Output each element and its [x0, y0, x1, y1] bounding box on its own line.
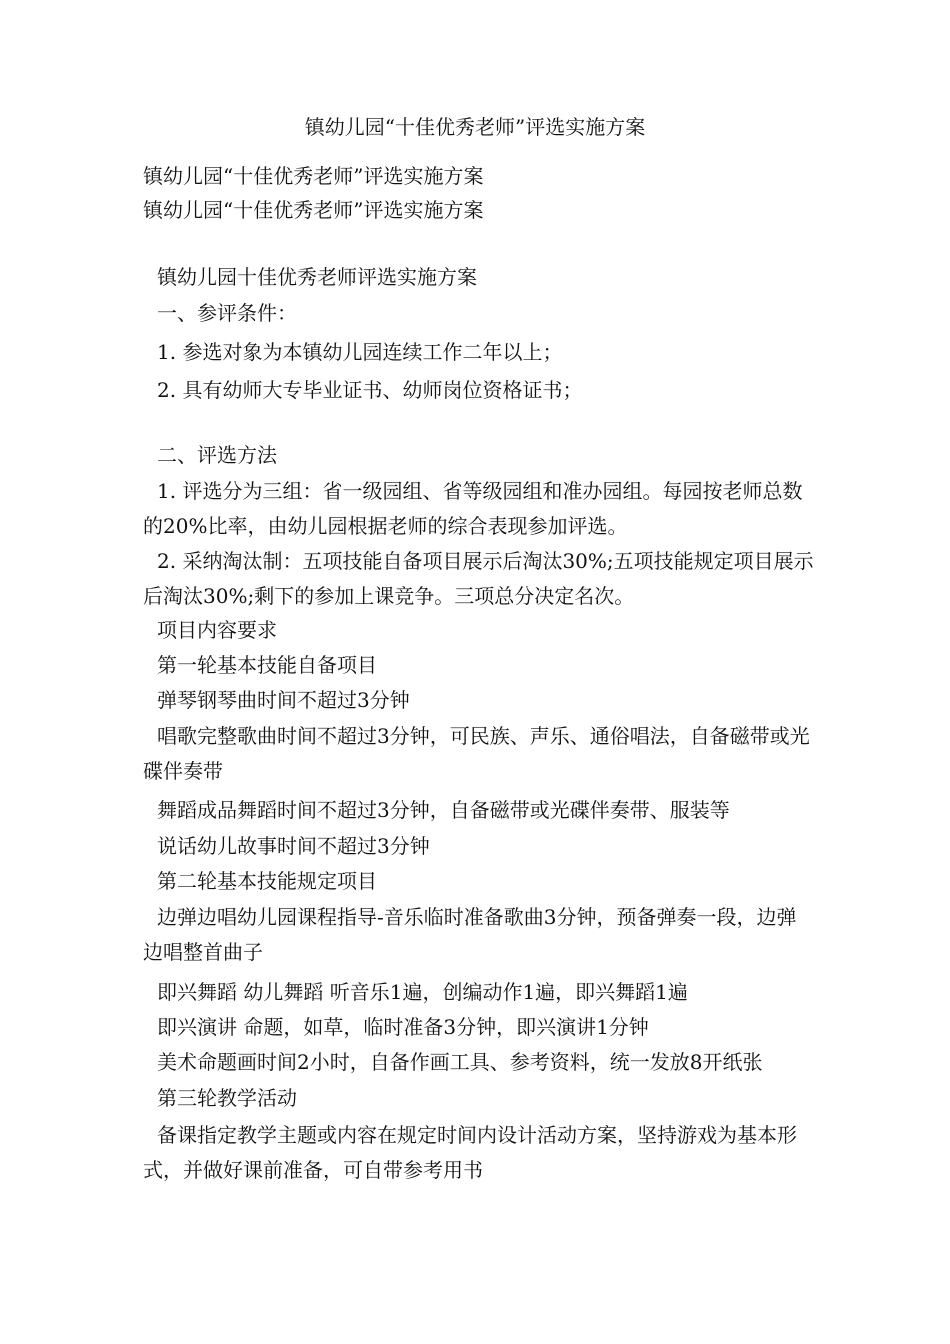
round-1-heading: 第一轮基本技能自备项目	[157, 653, 377, 677]
round-2-heading: 第二轮基本技能规定项目	[157, 869, 377, 893]
section-2-item-1: 1. 评选分为三组：省一级园组、省等级园组和准办园组。每园按老师总数的20%比率，由幼儿园根据老师的综合表现参加评选。	[143, 479, 803, 538]
round-3-heading: 第三轮教学活动	[157, 1086, 297, 1110]
main-heading: 镇幼儿园十佳优秀老师评选实施方案	[157, 265, 477, 289]
section-1-heading: 一、参评条件：	[157, 301, 297, 325]
round-3-item-1: 备课指定教学主题或内容在规定时间内设计活动方案，坚持游戏为基本形式，并做好课前准备，可自带参考用书	[143, 1123, 797, 1182]
section-1-item-1: 1. 参选对象为本镇幼儿园连续工作二年以上；	[157, 340, 563, 364]
round-1-item-4: 说话幼儿故事时间不超过3分钟	[157, 834, 430, 858]
round-1-item-3: 舞蹈成品舞蹈时间不超过3分钟，自备磁带或光碟伴奏带、服装等	[157, 798, 730, 822]
subtitle-line-1: 镇幼儿园“十佳优秀老师”评选实施方案	[143, 164, 484, 188]
section-1-item-2: 2. 具有幼师大专毕业证书、幼师岗位资格证书；	[157, 378, 583, 402]
round-1-item-1: 弹琴钢琴曲时间不超过3分钟	[157, 688, 410, 712]
content-header: 项目内容要求	[157, 618, 277, 642]
subtitle-line-2: 镇幼儿园“十佳优秀老师”评选实施方案	[143, 198, 484, 222]
round-2-item-3: 即兴演讲 命题，如草，临时准备3分钟，即兴演讲1分钟	[157, 1015, 649, 1039]
section-2-item-2: 2. 采纳淘汰制：五项技能自备项目展示后淘汰30%;五项技能规定项目展示后淘汰30%;剩下的参加上课竞争。三项总分决定名次。	[143, 549, 814, 608]
section-2-heading: 二、评选方法	[157, 443, 277, 467]
round-1-item-2: 唱歌完整歌曲时间不超过3分钟，可民族、声乐、通俗唱法，自备磁带或光碟伴奏带	[143, 724, 810, 783]
round-2-item-2: 即兴舞蹈 幼儿舞蹈 听音乐1遍，创编动作1遍，即兴舞蹈1遍	[157, 980, 688, 1004]
round-2-item-1: 边弹边唱幼儿园课程指导-音乐临时准备歌曲3分钟，预备弹奏一段，边弹边唱整首曲子	[143, 905, 797, 964]
document-title: 镇幼儿园“十佳优秀老师”评选实施方案	[304, 115, 646, 139]
round-2-item-4: 美术命题画时间2小时，自备作画工具、参考资料，统一发放8开纸张	[157, 1050, 763, 1074]
